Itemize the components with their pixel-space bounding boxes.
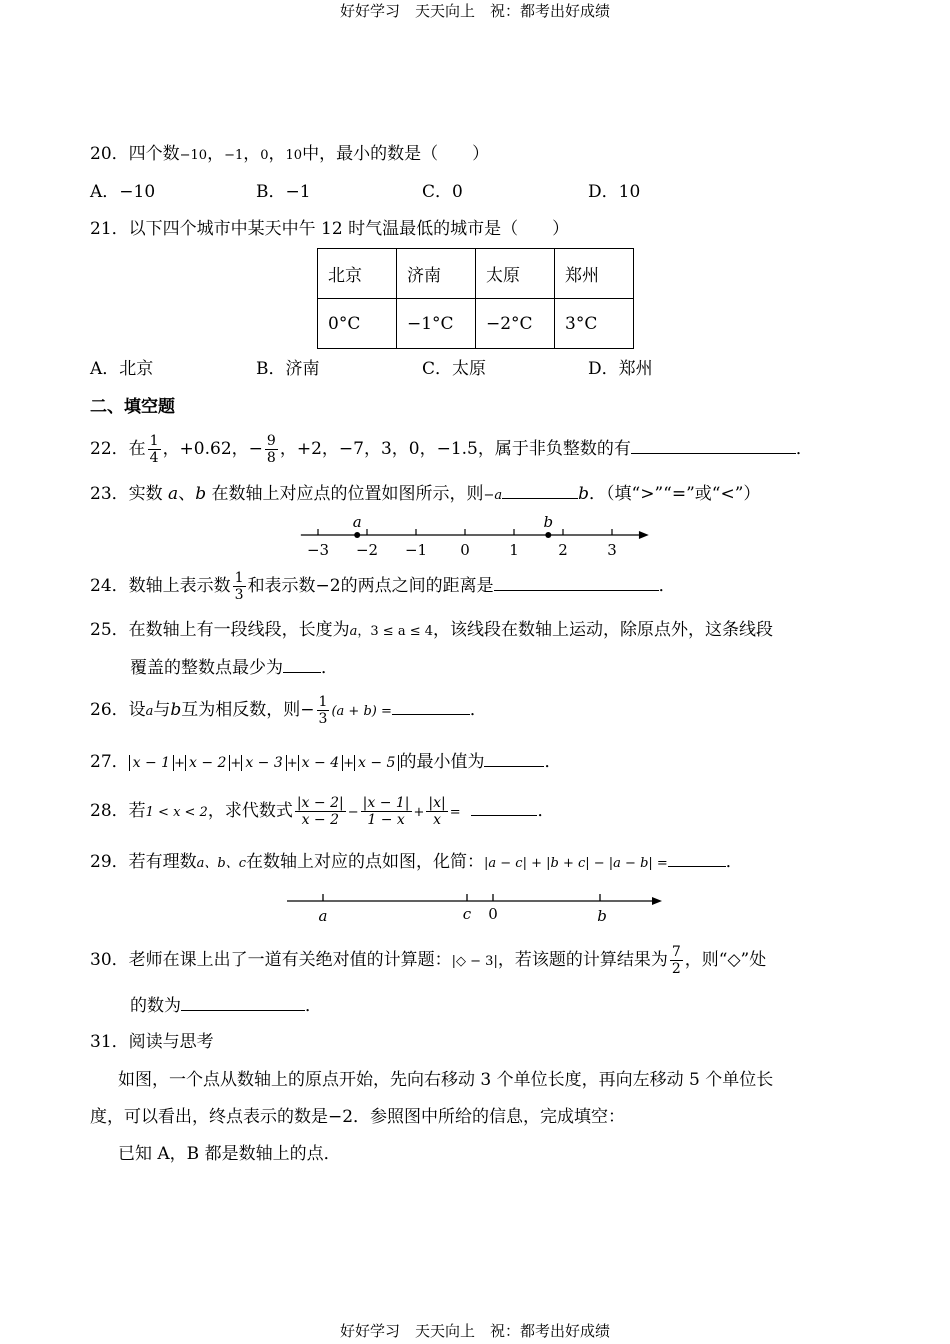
page-footer: 好好学习 天天向上 祝：都考出好成绩 bbox=[339, 1322, 610, 1340]
fraction: $\frac{7}{2}$ bbox=[671, 944, 681, 977]
q29-stem: 29．若有理数a、b、c在数轴上对应的点如图，化简：|a − c| + |b + c| − |a − b| = ． bbox=[90, 852, 743, 872]
tick-label: −1 bbox=[404, 541, 428, 559]
fraction: $\frac{|x - 1|}{1 - x}$ bbox=[362, 795, 410, 828]
arrow-icon bbox=[652, 897, 662, 905]
q21-option-c[interactable]: C．太原 bbox=[422, 359, 487, 379]
tick-label: 1 bbox=[509, 541, 519, 559]
label-c: c bbox=[462, 905, 472, 923]
table-cell: 济南 bbox=[397, 249, 476, 299]
point-label-a: a bbox=[352, 513, 362, 531]
section-title-fill-blank: 二、填空题 bbox=[90, 397, 175, 417]
table-cell: −2°C bbox=[476, 299, 555, 349]
q21-option-b[interactable]: B．济南 bbox=[256, 359, 320, 379]
table-cell: 3°C bbox=[555, 299, 634, 349]
fraction: $\frac{9}{8}$ bbox=[266, 433, 276, 466]
tick-label: −3 bbox=[306, 541, 330, 559]
q25-line1: 25．在数轴上有一段线段，长度为a，3 ≤ a ≤ 4，该线段在数轴上运动，除原点外，这条线段 bbox=[90, 620, 774, 640]
q23-stem: 23．实数 a、b 在数轴上对应点的位置如图所示，则−a b．（填“>”“=”或“<”） bbox=[90, 484, 761, 504]
q20-stem: 20．四个数−10，−1，0，10中，最小的数是（ ） bbox=[90, 144, 490, 164]
table-cell: 北京 bbox=[318, 249, 397, 299]
tick-label: −2 bbox=[355, 541, 379, 559]
q30-line2: 的数为 ． bbox=[130, 996, 322, 1016]
label-b: b bbox=[597, 907, 607, 925]
q27-stem: 27． x − 1 + x − 2 + x − 3 + x − 4 + x − 5 的最小值为 ． bbox=[90, 752, 562, 772]
fraction: $\frac{1}{3}$ bbox=[318, 694, 328, 727]
q25-line2: 覆盖的整数点最少为 ． bbox=[130, 658, 338, 678]
page-header: 好好学习 天天向上 祝：都考出好成绩 bbox=[339, 2, 610, 20]
q22-stem: 22．在 $\frac{1}{4}$ ，+0.62，− $\frac{9}{8}$ ，+2，−7，3，0，−1.5，属于非负整数的有 ． bbox=[90, 433, 813, 466]
label-0: 0 bbox=[488, 905, 498, 923]
label-a: a bbox=[318, 907, 328, 925]
fraction: $\frac{|x - 2|}{x - 2}$ bbox=[296, 795, 344, 828]
q20-option-a[interactable]: A．−10 bbox=[90, 182, 156, 202]
fraction: $\frac{1}{3}$ bbox=[234, 570, 244, 603]
q31-title: 31．阅读与思考 bbox=[90, 1032, 214, 1052]
fraction: $\frac{1}{4}$ bbox=[149, 433, 159, 466]
table-cell: 郑州 bbox=[555, 249, 634, 299]
q20-option-b[interactable]: B．−1 bbox=[256, 182, 311, 202]
point-label-b: b bbox=[543, 513, 554, 531]
q21-option-a[interactable]: A．北京 bbox=[90, 359, 154, 379]
q31-paragraph-3: 已知 A，B 都是数轴上的点． bbox=[118, 1144, 341, 1164]
q20-option-d[interactable]: D．10 bbox=[588, 182, 641, 202]
tick-label: 3 bbox=[607, 541, 617, 559]
q24-stem: 24．数轴上表示数 $\frac{1}{3}$ 和表示数−2的两点之间的距离是 ． bbox=[90, 570, 676, 603]
q31-paragraph-1: 如图，一个点从数轴上的原点开始，先向右移动 3 个单位长度，再向左移动 5 个单位长 bbox=[118, 1070, 774, 1090]
table-cell: −1°C bbox=[397, 299, 476, 349]
table-cell: 太原 bbox=[476, 249, 555, 299]
tick-label: 0 bbox=[460, 541, 470, 559]
q31-paragraph-2: 度，可以看出，终点表示的数是−2．参照图中所给的信息，完成填空： bbox=[90, 1107, 626, 1127]
table-cell: 0°C bbox=[318, 299, 397, 349]
tick-label: 2 bbox=[558, 541, 568, 559]
q30-line1: 30．老师在课上出了一道有关绝对值的计算题：|◇ − 3|，若该题的计算结果为 $\frac{7}{2}$ ，则“◇”处 bbox=[90, 944, 767, 977]
q26-stem: 26．设a与b互为相反数，则− $\frac{1}{3}$ (a + b) = ． bbox=[90, 694, 487, 727]
q28-stem: 28．若1 < x < 2，求代数式 $\frac{|x - 2|}{x - 2}$ − $\frac{|x - 1|}{1 - x}$ + $\frac{|x|}{x}$ = ． bbox=[90, 795, 555, 828]
answer-blank[interactable] bbox=[181, 994, 305, 1011]
q21-stem: 21．以下四个城市中某天中午 12 时气温最低的城市是（ ） bbox=[90, 219, 570, 239]
q21-option-d[interactable]: D．郑州 bbox=[588, 359, 653, 379]
q20-option-c[interactable]: C．0 bbox=[422, 182, 463, 202]
fraction: $\frac{|x|}{x}$ bbox=[428, 795, 446, 828]
